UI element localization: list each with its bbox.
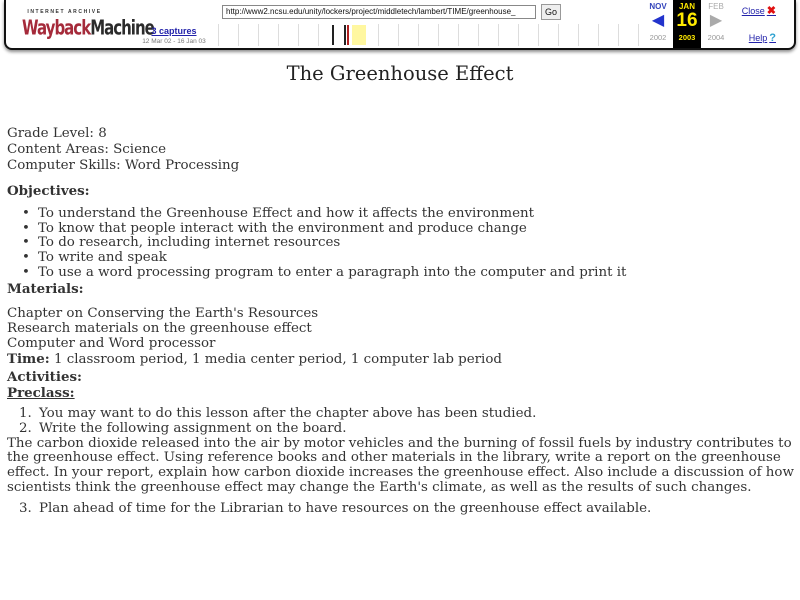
step-number: 3. — [19, 500, 32, 516]
prev-capture[interactable] — [644, 0, 672, 48]
timeline-tick — [598, 24, 599, 46]
timeline-tick — [278, 24, 279, 46]
captures-link[interactable]: 3 captures — [151, 26, 197, 36]
lesson-content — [7, 126, 797, 517]
timeline-highlight — [352, 25, 366, 45]
timeline-tick — [258, 24, 259, 46]
prev-arrow-icon[interactable]: ◀ — [651, 12, 665, 29]
wayback-toolbar — [4, 0, 796, 50]
prev-month[interactable]: NOV — [649, 2, 667, 11]
date-navigator — [642, 0, 732, 48]
step-text: Plan ahead of time for the Librarian to have resources on the greenhouse effect available. — [39, 500, 652, 516]
objective-item: • To understand the Greenhouse Effect and how it affects the environment — [19, 207, 797, 222]
timeline-tick — [578, 24, 579, 46]
timeline-tick — [418, 24, 419, 46]
go-button[interactable]: Go — [541, 4, 561, 20]
step-number: 2. — [19, 420, 32, 436]
timeline-capture-mark-current[interactable] — [347, 25, 349, 45]
timeline-tick — [218, 24, 219, 46]
captures-info — [136, 26, 212, 45]
wayback-logo[interactable] — [22, 6, 154, 42]
objective-item: • To write and speak — [19, 251, 797, 266]
next-arrow-icon: ▶ — [709, 12, 723, 29]
material-item: Chapter on Conserving the Earth's Resources — [7, 306, 319, 321]
next-capture — [702, 0, 730, 48]
current-month: JAN — [678, 2, 695, 11]
current-capture — [673, 0, 701, 48]
computer-skills: Computer Skills: Word Processing — [7, 158, 240, 174]
timeline-tick — [398, 24, 399, 46]
close-label[interactable]: Close — [741, 6, 765, 16]
close-icon[interactable]: ✖ — [766, 5, 776, 17]
objective-item: • To use a word processing program to enter a paragraph into the computer and print it — [19, 266, 797, 281]
preclass-steps-continued — [19, 502, 797, 517]
content-areas: Content Areas: Science — [7, 142, 167, 158]
step-text: Write the following assignment on the board. — [39, 420, 347, 436]
timeline-tick — [378, 24, 379, 46]
timeline-tick — [458, 24, 459, 46]
capture-timeline[interactable] — [216, 24, 640, 46]
timeline-tick — [618, 24, 619, 46]
preclass-step — [19, 407, 797, 422]
help-icon[interactable]: ? — [769, 32, 776, 44]
timeline-tick — [318, 24, 319, 46]
timeline-tick — [478, 24, 479, 46]
objectives-heading: Objectives: — [7, 182, 90, 199]
timeline-tick — [638, 24, 639, 46]
timeline-tick — [238, 24, 239, 46]
material-item: Research materials on the greenhouse effect — [7, 320, 312, 336]
help-label[interactable]: Help — [748, 33, 768, 43]
timeline-tick — [298, 24, 299, 46]
url-input[interactable]: http://www2.ncsu.edu/unity/lockers/project/middletech/lambert/TIME/greenhouse_ — [222, 5, 536, 19]
help-button[interactable] — [749, 32, 776, 44]
current-year: 2003 — [678, 33, 696, 42]
time-label: Time: — [7, 351, 50, 368]
assignment-text: The carbon dioxide released into the air by motor vehicles and the burning of fossil fuels by industry contributes to the greenhouse effect. Using reference books and other materials in the library, write a report on the greenhouse effect. In your report, explain how carbon dioxide increases the greenhouse effect. Also include a discussion of how scientists think the greenhouse effect may change the Earth's climate, as well as the results of such changes. — [7, 435, 794, 495]
preclass-step — [19, 502, 797, 517]
timeline-tick — [438, 24, 439, 46]
preclass-steps — [19, 407, 797, 437]
preclass-heading: Preclass: — [7, 384, 75, 401]
page-title: The Greenhouse Effect — [286, 62, 514, 85]
activities-heading: Activities: — [7, 368, 82, 385]
material-item: Computer and Word processor — [7, 335, 216, 351]
prev-year[interactable]: 2002 — [649, 33, 667, 42]
timeline-tick — [518, 24, 519, 46]
close-button[interactable] — [742, 4, 776, 17]
step-number: 1. — [19, 406, 32, 421]
timeline-tick — [538, 24, 539, 46]
objective-item: • To know that people interact with the environment and produce change — [19, 222, 797, 237]
captures-range: 12 Mar 02 - 16 Jan 03 — [142, 38, 206, 45]
timeline-capture-mark[interactable] — [344, 25, 346, 45]
grade-level: Grade Level: 8 — [7, 126, 107, 141]
objective-item: • To do research, including internet resources — [19, 236, 797, 251]
current-day: 16 — [676, 10, 698, 31]
next-year[interactable]: 2004 — [707, 33, 725, 42]
step-text: You may want to do this lesson after the chapter above has been studied. — [39, 406, 537, 421]
preclass-step — [19, 422, 797, 437]
timeline-tick — [558, 24, 559, 46]
time-value: 1 classroom period, 1 media center period, 1 computer lab period — [49, 352, 502, 368]
logo-internet-archive-text: INTERNET ARCHIVE — [27, 9, 102, 15]
time-line — [7, 351, 797, 368]
materials-heading: Materials: — [7, 280, 84, 297]
next-month: FEB — [708, 2, 724, 11]
logo-wayback-machine-text: WaybackMachine — [22, 15, 154, 40]
timeline-capture-mark[interactable] — [332, 25, 334, 45]
materials-list — [7, 307, 797, 351]
timeline-tick — [498, 24, 499, 46]
objectives-list — [19, 207, 797, 281]
